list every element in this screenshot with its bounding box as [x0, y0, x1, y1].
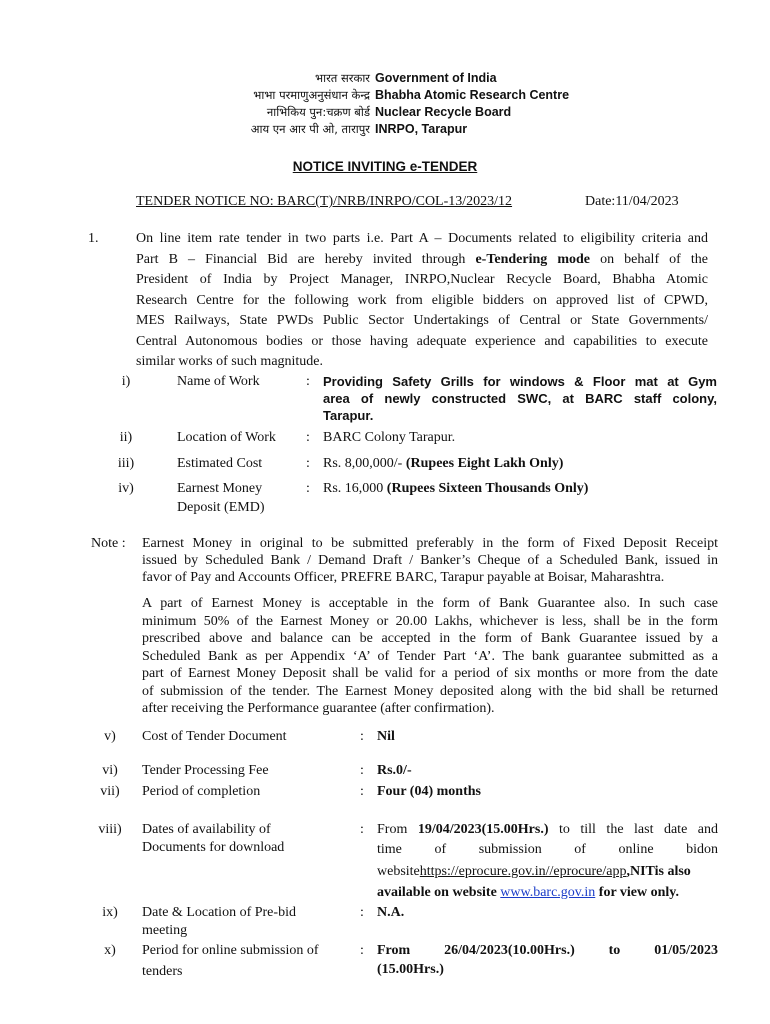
item-viii-value-line-4: available on website www.barc.gov.in for view only. — [377, 885, 680, 900]
item-viii-value-line-3: websitehttps://eprocure.gov.in//eprocure/app,NITis also — [377, 864, 691, 879]
item-iii-value: Rs. 8,00,000/- (Rupees Eight Lakh Only) — [323, 456, 564, 471]
header-hindi-line-3: नाभिकिय पुन:चक्रण बोर्ड — [266, 105, 370, 119]
para-line-4: Research Centre for the following work from eligible bidders on approved list of CPWD, — [136, 292, 708, 308]
notice-title: NOTICE INVITING e-TENDER — [292, 159, 478, 174]
item-v-colon: : — [360, 729, 364, 744]
item-iv-label-line-2: Deposit (EMD) — [177, 500, 265, 515]
header-english-line-1: Government of India — [375, 71, 497, 85]
item-vii-number: vii) — [100, 784, 120, 799]
item-vi-label: Tender Processing Fee — [142, 763, 269, 778]
note-p1-line-1: Earnest Money in original to be submitted preferably in the form of Fixed Deposit Receipt — [142, 536, 718, 551]
header-hindi-line-4: आय एन आर पी ओ, तारापुर — [250, 122, 370, 136]
header-english-line-3: Nuclear Recycle Board — [375, 105, 512, 119]
para-line-3: President of India by Project Manager, INRPO,Nuclear Recycle Board, Bhabha Atomic — [136, 272, 708, 287]
barc-website-link[interactable]: www.barc.gov.in — [500, 885, 596, 900]
item-i-value-line-3: Tarapur. — [323, 408, 374, 423]
para-line-2: Part B – Financial Bid are hereby invited through e-Tendering mode on behalf of the — [136, 251, 709, 267]
item-ii-colon: : — [306, 430, 310, 445]
item-v-value: Nil — [377, 729, 395, 744]
item-vi-colon: : — [360, 763, 364, 778]
header-hindi-line-1: भारत सरकार — [315, 71, 370, 85]
item-x-value-line-2: (15.00Hrs.) — [377, 962, 444, 977]
eprocure-link[interactable]: https://eprocure.gov.in//eprocure/app — [419, 864, 627, 879]
header-english-line-4: INRPO, Tarapur — [375, 122, 468, 136]
header-hindi-line-2: भाभा परमाणुअनुसंधान केन्द्र — [253, 88, 370, 102]
para-line-1: On line item rate tender in two parts i.e. Part A – Documents related to eligibility criteria and — [136, 231, 708, 246]
para-line-6: Central Autonomous bodies or those having adequate experience and capabilities to execute — [136, 333, 708, 349]
item-ii-number: ii) — [119, 430, 133, 445]
item-v-number: v) — [104, 729, 116, 744]
item-i-value-line-1: Providing Safety Grills for windows & Floor mat at Gym — [323, 374, 717, 389]
item-iv-value: Rs. 16,000 (Rupees Sixteen Thousands Only) — [323, 481, 589, 496]
note-p2-line-7: after receiving the Performance guarantee (after confirmation). — [142, 701, 495, 716]
item-v-label: Cost of Tender Document — [142, 729, 287, 744]
note-p2-line-2: minimum 50% of the Earnest Money or 20.00 Lakhs, whichever is less, shall be in the form — [142, 613, 718, 629]
note-p2-line-4: Scheduled Bank as per Appendix ‘A’ of Tender Part ‘A’. The bank guarantee submitted as a — [142, 648, 718, 664]
item-x-label-line-1: Period for online submission of — [142, 943, 319, 958]
tender-number: TENDER NOTICE NO: BARC(T)/NRB/INRPO/COL-13/2023/12 — [136, 194, 513, 209]
item-vi-number: vi) — [102, 763, 118, 778]
item-iv-label-line-1: Earnest Money — [177, 481, 263, 496]
item-ix-label-line-2: meeting — [142, 923, 188, 938]
item-viii-label-line-2: Documents for download — [142, 840, 285, 855]
item-viii-value-line-2: time of submission of online bidon — [377, 842, 718, 857]
tender-date: Date:11/04/2023 — [585, 194, 679, 209]
note-p1-line-3: favor of Pay and Accounts Officer, PREFRE BARC, Tarapur payable at Boisar, Maharashtra. — [142, 570, 665, 585]
item-ix-number: ix) — [102, 905, 118, 920]
item-ii-label: Location of Work — [177, 430, 276, 445]
item-x-label-line-2: tenders — [142, 964, 183, 979]
item-i-colon: : — [306, 374, 310, 389]
note-label: Note : — [91, 536, 126, 551]
item-iv-number: iv) — [118, 481, 134, 496]
item-vii-label: Period of completion — [142, 784, 261, 799]
item-iii-colon: : — [306, 456, 310, 471]
para-number: 1. — [88, 231, 99, 246]
item-ix-value: N.A. — [377, 905, 405, 920]
item-iii-number: iii) — [117, 456, 135, 471]
item-viii-value-line-1: From 19/04/2023(15.00Hrs.) to till the last date and — [377, 822, 718, 837]
item-x-number: x) — [104, 943, 116, 958]
item-viii-label-line-1: Dates of availability of — [142, 822, 271, 837]
note-p1-line-2: issued by Scheduled Bank / Demand Draft / Banker’s Cheque of a Scheduled Bank, issued in — [142, 553, 718, 568]
item-ii-value: BARC Colony Tarapur. — [323, 430, 456, 445]
note-p2-line-1: A part of Earnest Money is acceptable in the form of Bank Guarantee also. In such case — [142, 596, 718, 611]
item-viii-colon: : — [360, 822, 364, 837]
item-vii-value: Four (04) months — [377, 784, 481, 799]
note-p2-line-5: part of Earnest Money Deposit shall be valid for a period of six months or more from the date — [142, 666, 718, 681]
note-p2-line-6: of submission of the tender. The Earnest Money deposited along with the bid shall be returned — [142, 683, 718, 699]
item-i-label: Name of Work — [177, 374, 260, 389]
item-x-value-line-1: From 26/04/2023(10.00Hrs.) to 01/05/2023 — [377, 943, 718, 958]
item-i-number: i) — [121, 374, 131, 389]
item-viii-number: viii) — [98, 822, 122, 837]
header-english-line-2: Bhabha Atomic Research Centre — [375, 88, 570, 102]
para-line-7: similar works of such magnitude. — [136, 354, 324, 369]
item-ix-colon: : — [360, 905, 364, 920]
item-vii-colon: : — [360, 784, 364, 799]
item-x-colon: : — [360, 943, 364, 958]
note-p2-line-3: prescribed above and balance can be accepted in the form of Bank Guarantee issued by a — [142, 631, 718, 646]
item-ix-label-line-1: Date & Location of Pre-bid — [142, 905, 296, 920]
item-vi-value: Rs.0/- — [377, 763, 412, 778]
item-iii-label: Estimated Cost — [177, 456, 263, 471]
item-i-value-line-2: area of newly constructed SWC, at BARC staff colony, — [323, 391, 717, 406]
item-iv-colon: : — [306, 481, 310, 496]
para-line-5: MES Railways, State PWDs Public Sector Undertakings of Central or State Governments/ — [136, 313, 708, 328]
